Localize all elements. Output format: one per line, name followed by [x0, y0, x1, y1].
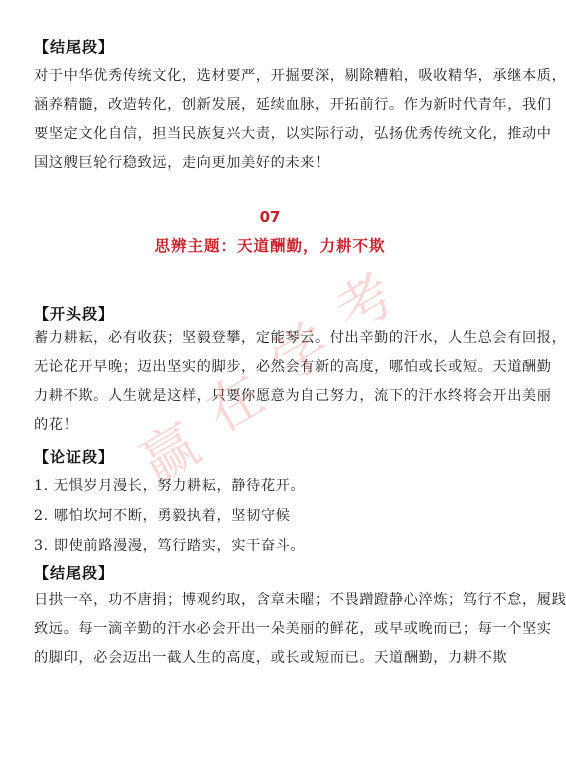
paragraph-line: 蓄力耕耘，必有收获；坚毅登攀，定能琴云。付出辛勤的汗水，人生总会有回报，: [34, 330, 566, 346]
paragraph-line: 力耕不欺。人生就是这样，只要你愿意为自己努力，流下的汗水终将会开出美丽: [34, 388, 552, 404]
opening-paragraph: [34, 324, 566, 440]
end-heading-1: 【结尾段】: [34, 38, 115, 56]
end-paragraph-1: [34, 62, 566, 178]
section-title: 思辨主题：天道酬勤，力耕不欺: [154, 236, 386, 255]
watermark-glyph: 赢: [129, 411, 211, 497]
argument-item-2: 2. 哪怕坎坷不断，勇毅执着，坚韧守候: [34, 508, 291, 524]
paragraph-line: 对于中华优秀传统文化，选材要严，开掘要深，剔除糟粕，吸收精华，承继本质，: [34, 68, 566, 84]
watermark-glyph: 考: [324, 261, 406, 347]
argument-item-1: 1. 无惧岁月漫长，努力耕耘，静待花开。: [34, 478, 306, 494]
paragraph-line: 日拱一卒，功不唐捐；博观约取，含章未曜；不畏蹭蹬静心淬炼；笃行不怠，履践: [34, 592, 566, 608]
watermark-glyph: 在: [194, 361, 276, 447]
paragraph-line: 的花！: [34, 417, 79, 433]
argument-heading: 【论证段】: [34, 448, 115, 466]
paragraph-line: 要坚定文化自信，担当民族复兴大责，以实际行动，弘扬优秀传统文化，推动中: [34, 126, 552, 142]
opening-heading: 【开头段】: [34, 305, 115, 323]
paragraph-line: 涵养精髓，改造转化，创新发展，延续血脉，开拓前行。作为新时代青年，我们: [34, 97, 552, 113]
paragraph-line: 的脚印，必会迈出一截人生的高度，或长或短而已。天道酬勤，力耕不欺: [34, 650, 508, 666]
argument-item-3: 3. 即使前路漫漫，笃行踏实，实干奋斗。: [34, 538, 306, 554]
end-heading-2: 【结尾段】: [34, 564, 115, 582]
section-number: 07: [259, 208, 281, 226]
paragraph-line: 致远。每一滴辛勤的汗水必会开出一朵美丽的鲜花，或早或晚而已；每一个坚实: [34, 621, 552, 637]
end-paragraph-2: [34, 586, 566, 673]
paragraph-line: 国这艘巨轮行稳致远，走向更加美好的未来！: [34, 155, 330, 171]
watermark-glyph: 学: [259, 311, 341, 397]
paragraph-line: 无论花开早晚；迈出坚实的脚步，必然会有新的高度，哪怕或长或短。天道酬勤: [34, 359, 552, 375]
